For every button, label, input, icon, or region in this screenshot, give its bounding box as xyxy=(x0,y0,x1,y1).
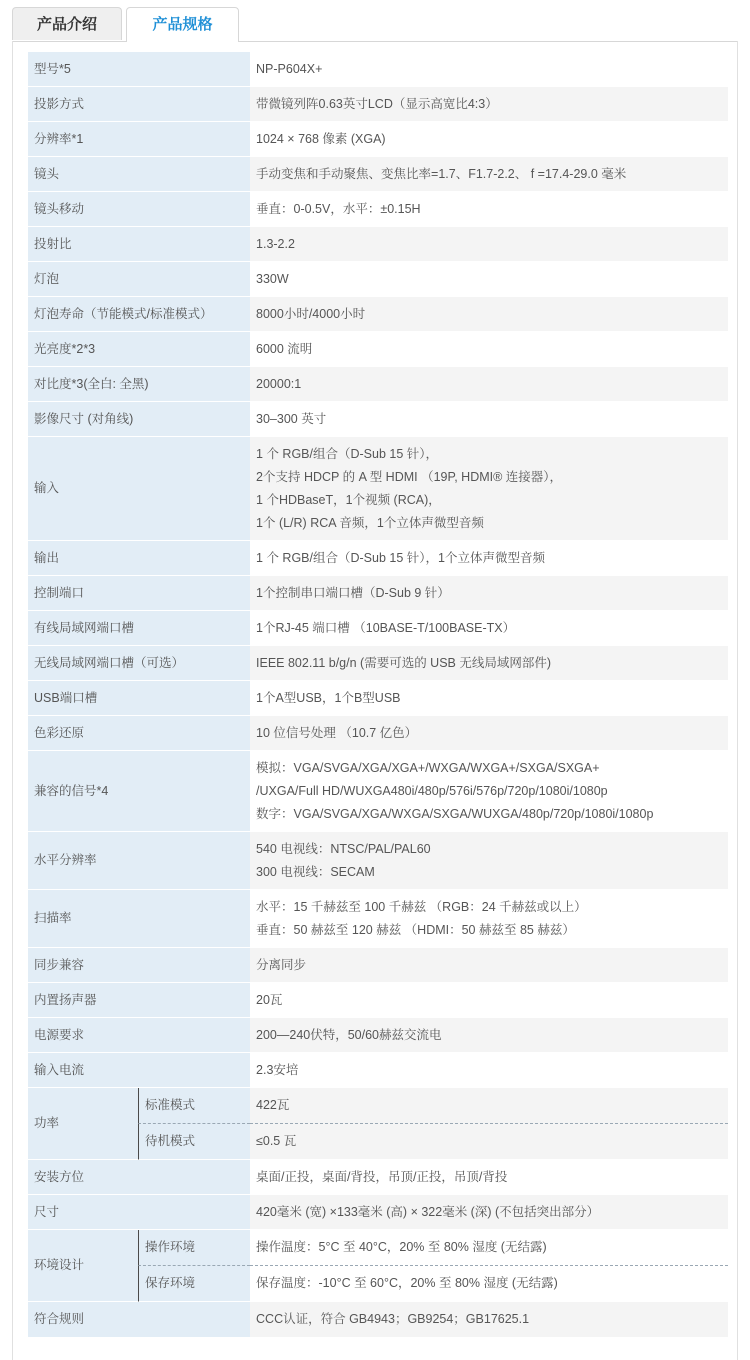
spec-label: 对比度*3(全白: 全黑) xyxy=(28,367,250,402)
spec-sublabel: 标准模式 xyxy=(138,1088,250,1124)
spec-value-line: 330W xyxy=(256,271,289,286)
spec-row xyxy=(28,716,728,751)
spec-value xyxy=(250,1160,728,1195)
spec-row xyxy=(28,576,728,611)
spec-label: 尺寸 xyxy=(28,1195,250,1230)
spec-row xyxy=(28,437,728,541)
spec-row xyxy=(28,541,728,576)
spec-value-line: 水平：15 千赫兹至 100 千赫兹 （RGB：24 千赫兹或以上） xyxy=(256,899,587,914)
spec-row xyxy=(28,262,728,297)
spec-value-line: 300 电视线：SECAM xyxy=(256,864,375,879)
spec-label: 灯泡寿命（节能模式/标准模式） xyxy=(28,297,250,332)
spec-value xyxy=(250,402,728,437)
spec-row xyxy=(28,1302,728,1338)
spec-value: ≤0.5 瓦 xyxy=(250,1124,728,1160)
spec-row xyxy=(28,948,728,983)
spec-value-line: 1个A型USB，1个B型USB xyxy=(256,690,401,705)
spec-label: 分辨率*1 xyxy=(28,122,250,157)
spec-value: 422瓦 xyxy=(250,1088,728,1124)
spec-value xyxy=(250,227,728,262)
spec-value-line: 6000 流明 xyxy=(256,341,313,356)
spec-value-line: 1个 (L/R) RCA 音频，1个立体声微型音频 xyxy=(256,515,484,530)
spec-row xyxy=(28,157,728,192)
spec-value-line: 垂直：0-0.5V，水平：±0.15H xyxy=(256,201,421,216)
spec-row xyxy=(28,611,728,646)
spec-value xyxy=(250,983,728,1018)
spec-value: 操作温度：5°C 至 40°C，20% 至 80% 湿度 (无结露) xyxy=(250,1230,728,1266)
spec-group-label: 环境设计 xyxy=(28,1230,138,1302)
spec-value xyxy=(250,681,728,716)
spec-value-line: 2.3安培 xyxy=(256,1062,299,1077)
spec-row xyxy=(28,87,728,122)
spec-value-line: 1 个HDBaseT，1个视频 (RCA)， xyxy=(256,492,441,507)
spec-row xyxy=(28,681,728,716)
spec-row xyxy=(28,1160,728,1195)
tab-product-specs[interactable]: 产品规格 xyxy=(126,7,239,42)
spec-label: 投射比 xyxy=(28,227,250,262)
spec-label: 电源要求 xyxy=(28,1018,250,1053)
spec-value xyxy=(250,751,728,832)
spec-value-line: 2个支持 HDCP 的 A 型 HDMI （19P, HDMI® 连接器）， xyxy=(256,469,563,484)
spec-row xyxy=(28,1018,728,1053)
spec-label: 符合规则 xyxy=(28,1302,250,1338)
spec-value xyxy=(250,1053,728,1088)
spec-label: 同步兼容 xyxy=(28,948,250,983)
spec-value xyxy=(250,576,728,611)
spec-value-line: 带微镜列阵0.63英寸LCD（显示高宽比4:3） xyxy=(256,96,498,111)
spec-row xyxy=(28,1195,728,1230)
spec-group-label: 功率 xyxy=(28,1088,138,1160)
spec-value xyxy=(250,646,728,681)
spec-value xyxy=(250,1195,728,1230)
spec-row xyxy=(28,367,728,402)
tab-bar xyxy=(12,7,738,42)
spec-row xyxy=(28,297,728,332)
spec-value-line: CCC认证，符合 GB4943；GB9254；GB17625.1 xyxy=(256,1312,530,1326)
spec-label: 色彩还原 xyxy=(28,716,250,751)
spec-value-line: 1 个 RGB/组合（D-Sub 15 针）， xyxy=(256,446,439,461)
spec-value xyxy=(250,297,728,332)
spec-label: 扫描率 xyxy=(28,890,250,948)
spec-label: 型号*5 xyxy=(28,52,250,87)
spec-value-line: 分离同步 xyxy=(256,957,307,972)
spec-value-line: NP-P604X+ xyxy=(256,61,323,76)
spec-sublabel: 保存环境 xyxy=(138,1266,250,1302)
spec-row xyxy=(28,122,728,157)
spec-value-line: 1个控制串口端口槽（D-Sub 9 针） xyxy=(256,585,450,600)
spec-row xyxy=(28,52,728,87)
spec-value-line: 540 电视线：NTSC/PAL/PAL60 xyxy=(256,841,431,856)
spec-value xyxy=(250,611,728,646)
spec-value-line: 8000小时/4000小时 xyxy=(256,306,366,321)
spec-value-line: 1个RJ-45 端口槽 （10BASE-T/100BASE-TX） xyxy=(256,620,516,635)
spec-value xyxy=(250,332,728,367)
spec-value xyxy=(250,890,728,948)
spec-value-line: 10 位信号处理 （10.7 亿色） xyxy=(256,725,418,740)
spec-row xyxy=(28,983,728,1018)
spec-label: 输入 xyxy=(28,437,250,541)
spec-value-line: /UXGA/Full HD/WUXGA480i/480p/576i/576p/720p/1080i/1080p xyxy=(256,783,608,798)
spec-value xyxy=(250,262,728,297)
spec-value-line: 手动变焦和手动聚焦、变焦比率=1.7、F1.7-2.2、 f =17.4-29.0 毫米 xyxy=(256,166,627,181)
spec-label: 水平分辨率 xyxy=(28,832,250,890)
spec-label: 有线局域网端口槽 xyxy=(28,611,250,646)
spec-value xyxy=(250,1018,728,1053)
spec-label: 安装方位 xyxy=(28,1160,250,1195)
spec-value xyxy=(250,157,728,192)
spec-value: 保存温度：-10°C 至 60°C，20% 至 80% 湿度 (无结露) xyxy=(250,1266,728,1302)
spec-table xyxy=(28,52,728,1338)
spec-value-line: 1.3-2.2 xyxy=(256,236,295,251)
spec-row xyxy=(28,751,728,832)
spec-label: 灯泡 xyxy=(28,262,250,297)
tab-product-intro[interactable]: 产品介绍 xyxy=(12,7,122,40)
spec-value-line: 1 个 RGB/组合（D-Sub 15 针），1个立体声微型音频 xyxy=(256,550,545,565)
spec-label: USB端口槽 xyxy=(28,681,250,716)
spec-value-line: 20000:1 xyxy=(256,376,302,391)
spec-label: 内置扬声器 xyxy=(28,983,250,1018)
spec-label: 控制端口 xyxy=(28,576,250,611)
spec-label: 镜头 xyxy=(28,157,250,192)
spec-row xyxy=(28,1053,728,1088)
spec-value xyxy=(250,122,728,157)
spec-sublabel: 操作环境 xyxy=(138,1230,250,1266)
spec-value xyxy=(250,948,728,983)
spec-row xyxy=(28,1088,728,1124)
spec-row xyxy=(28,192,728,227)
spec-value xyxy=(250,437,728,541)
spec-value-line: IEEE 802.11 b/g/n (需要可选的 USB 无线局域网部件) xyxy=(256,655,551,670)
spec-value-line: 420毫米 (宽) ×133毫米 (高) × 322毫米 (深) (不包括突出部分） xyxy=(256,1204,600,1219)
spec-row xyxy=(28,402,728,437)
spec-row xyxy=(28,1230,728,1266)
spec-label: 输入电流 xyxy=(28,1053,250,1088)
spec-value xyxy=(250,192,728,227)
spec-value-line: 1024 × 768 像素 (XGA) xyxy=(256,131,386,146)
spec-row xyxy=(28,832,728,890)
spec-value xyxy=(250,52,728,87)
spec-value xyxy=(250,541,728,576)
spec-value xyxy=(250,716,728,751)
spec-label: 镜头移动 xyxy=(28,192,250,227)
spec-label: 无线局域网端口槽（可选） xyxy=(28,646,250,681)
spec-row xyxy=(28,890,728,948)
spec-label: 兼容的信号*4 xyxy=(28,751,250,832)
spec-value-line: 200—240伏特，50/60赫兹交流电 xyxy=(256,1027,442,1042)
spec-label: 影像尺寸 (对角线) xyxy=(28,402,250,437)
spec-value-line: 垂直：50 赫兹至 120 赫兹 （HDMI：50 赫兹至 85 赫兹） xyxy=(256,922,575,937)
spec-sublabel: 待机模式 xyxy=(138,1124,250,1160)
spec-value-line: 数字：VGA/SVGA/XGA/WXGA/SXGA/WUXGA/480p/720p/1080i/1080p xyxy=(256,806,654,821)
spec-value xyxy=(250,832,728,890)
spec-value-line: 30–300 英寸 xyxy=(256,411,327,426)
spec-value-line: 模拟：VGA/SVGA/XGA/XGA+/WXGA/WXGA+/SXGA/SXGA+ xyxy=(256,760,600,775)
spec-value xyxy=(250,87,728,122)
spec-value xyxy=(250,1302,728,1338)
spec-value-line: 桌面/正投，桌面/背投，吊顶/正投，吊顶/背投 xyxy=(256,1169,508,1184)
spec-row xyxy=(28,227,728,262)
spec-label: 输出 xyxy=(28,541,250,576)
spec-value xyxy=(250,367,728,402)
spec-value-line: 20瓦 xyxy=(256,992,283,1007)
spec-label: 投影方式 xyxy=(28,87,250,122)
spec-row xyxy=(28,646,728,681)
spec-label: 光亮度*2*3 xyxy=(28,332,250,367)
spec-row xyxy=(28,332,728,367)
